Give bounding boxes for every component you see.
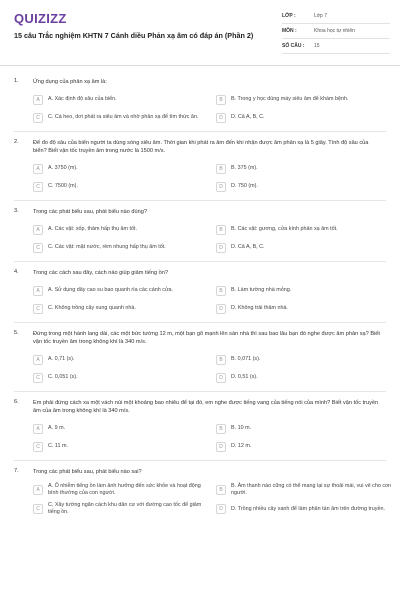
question-text: Ứng dụng của phản xạ âm là:	[33, 79, 107, 85]
answer-option[interactable]	[216, 353, 395, 366]
option-text: D. 0,51 (s).	[231, 374, 258, 380]
question-text: Em phải đứng cách xa một vách núi một khoảng bao nhiêu để tại đó, em nghe được tiếng vang của tiếng nói của mình? Biết vận tốc truyền âm của âm trong không khí là 340 m/s.	[33, 400, 379, 414]
meta-key: LỚP :	[282, 13, 296, 19]
question-number: 3.	[14, 208, 19, 214]
option-letter-box: A	[33, 164, 43, 174]
option-letter-box: C	[33, 304, 43, 314]
document-title: 15 câu Trắc nghiệm KHTN 7 Cánh diều Phản xạ âm có đáp án (Phần 2)	[14, 31, 254, 40]
question-item	[14, 330, 386, 384]
option-letter-box: B	[216, 164, 226, 174]
option-text: B. Làm tường nhà mỏng.	[231, 287, 292, 293]
option-text: A. 9 m.	[48, 425, 66, 431]
option-text: B. 0,071 (s).	[231, 356, 261, 362]
option-text: C. 7500 (m).	[48, 183, 78, 189]
option-letter-box: D	[216, 113, 226, 123]
option-letter-box: C	[33, 243, 43, 253]
option-letter-box: C	[33, 442, 43, 452]
question-text: Để đo độ sâu của biển người ta dùng sóng siêu âm. Thời gian khi phát ra âm đến khi nhận được âm phản xạ là 5 giây. Tính độ sâu của biển? Biết vận tốc truyền âm trong nước là 1500 m/s.	[33, 140, 369, 154]
option-letter-box: B	[216, 424, 226, 434]
answer-option[interactable]	[33, 162, 212, 175]
answer-option[interactable]	[33, 422, 212, 435]
option-letter-box: B	[216, 286, 226, 296]
answer-option[interactable]	[33, 284, 212, 297]
answer-option[interactable]	[33, 353, 212, 366]
answer-option[interactable]	[216, 440, 395, 453]
option-letter-box: B	[216, 485, 226, 495]
option-letter-box: C	[33, 373, 43, 383]
option-text: B. 10 m.	[231, 425, 252, 431]
question-item	[14, 78, 386, 124]
question-number: 1.	[14, 78, 19, 84]
answer-option[interactable]	[33, 223, 212, 236]
answer-options	[33, 353, 386, 384]
option-text: C. 11 m.	[48, 443, 68, 449]
option-letter-box: D	[216, 504, 226, 514]
option-letter-box: A	[33, 485, 43, 495]
answer-option[interactable]	[216, 223, 395, 236]
answer-option[interactable]	[33, 502, 212, 516]
answer-option[interactable]	[33, 483, 212, 497]
option-letter-box: D	[216, 304, 226, 314]
answer-option[interactable]	[216, 502, 395, 516]
question-divider	[14, 391, 386, 392]
option-letter-box: C	[33, 182, 43, 192]
meta-value: Khoa học tự nhiên	[314, 28, 355, 34]
question-number: 6.	[14, 399, 19, 405]
option-text: A. 3750 (m).	[48, 165, 78, 171]
option-letter-box: B	[216, 225, 226, 235]
answer-option[interactable]	[33, 302, 212, 315]
answer-options	[33, 162, 386, 193]
option-letter-box: C	[33, 113, 43, 123]
option-text: D. 12 m.	[231, 443, 252, 449]
answer-options	[33, 93, 386, 124]
option-text: D. Không trải thảm nhà.	[231, 305, 288, 311]
option-letter-box: D	[216, 373, 226, 383]
question-item	[14, 269, 386, 315]
answer-option[interactable]	[216, 284, 395, 297]
question-item	[14, 139, 386, 193]
meta-row-count	[282, 39, 390, 54]
document-header	[0, 0, 400, 66]
option-text: A. 0,71 (s).	[48, 356, 75, 362]
option-text: D. Trồng nhiều cây xanh để làm phân tán âm trên đường truyền.	[231, 505, 385, 512]
question-number: 7.	[14, 468, 19, 474]
answer-option[interactable]	[33, 241, 212, 254]
option-letter-box: A	[33, 355, 43, 365]
question-text: Trong các cách sau đây, cách nào giúp giảm tiếng ồn?	[33, 270, 168, 276]
answer-option[interactable]	[216, 371, 395, 384]
option-letter-box: A	[33, 95, 43, 105]
answer-option[interactable]	[216, 302, 395, 315]
question-number: 2.	[14, 139, 19, 145]
option-letter-box: B	[216, 355, 226, 365]
answer-options	[33, 422, 386, 453]
meta-value: 15	[314, 43, 320, 49]
option-letter-box: D	[216, 442, 226, 452]
option-text: A. Xác định độ sâu của biển.	[48, 96, 117, 102]
question-divider	[14, 131, 386, 132]
answer-option[interactable]	[33, 93, 212, 106]
meta-row-subject	[282, 24, 390, 39]
answer-option[interactable]	[216, 241, 395, 254]
option-text: D. Cả A, B, C.	[231, 244, 265, 250]
option-letter-box: A	[33, 424, 43, 434]
option-letter-box: B	[216, 95, 226, 105]
answer-option[interactable]	[33, 440, 212, 453]
question-text: Trong các phát biểu sau, phát biểu nào đúng?	[33, 209, 147, 215]
option-letter-box: D	[216, 182, 226, 192]
option-text: B. Trong y học dùng máy siêu âm để khám bệnh.	[231, 96, 349, 102]
question-text: Trong các phát biểu sau, phát biểu nào sai?	[33, 469, 142, 475]
answer-options	[33, 483, 392, 516]
question-divider	[14, 200, 386, 201]
answer-option[interactable]	[216, 180, 395, 193]
meta-value: Lớp 7	[314, 13, 328, 19]
option-text: A. Ô nhiễm tiếng ồn làm ảnh hưởng đến sức khỏe và hoạt động bình thường của con người.	[48, 483, 201, 496]
option-text: B. Các vật: gương, cửa kính phản xạ âm tốt.	[231, 226, 338, 232]
question-text: Đứng trong một hành lang dài, các một bức tường 12 m, một bạn gõ mạnh lên sàn nhà thì sau bao lâu bạn đó nghe được âm phản xạ? Biết vận tốc truyền âm trong không khí là 340 m/s.	[33, 331, 380, 345]
answer-option[interactable]	[216, 422, 395, 435]
meta-key: SỐ CÂU :	[282, 43, 305, 49]
option-letter-box: A	[33, 286, 43, 296]
answer-options	[33, 284, 386, 315]
question-divider	[14, 460, 386, 461]
question-item	[14, 208, 386, 254]
answer-option[interactable]	[33, 111, 212, 124]
meta-table	[282, 9, 390, 54]
question-divider	[14, 261, 386, 262]
option-text: C. Xây tường ngăn cách khu dân cư với đường cao tốc để giảm tiếng ồn.	[48, 502, 202, 515]
quizizz-logo: QUIZIZZ	[14, 11, 67, 26]
question-list	[0, 78, 400, 516]
option-letter-box: D	[216, 243, 226, 253]
option-text: C. Không trồng cây xung quanh nhà.	[48, 305, 136, 311]
option-text: C. 0,051 (s).	[48, 374, 78, 380]
option-text: A. Sử dụng dây cao su bao quanh rìa các cánh cửa.	[48, 287, 173, 293]
question-number: 4.	[14, 269, 19, 275]
option-letter-box: A	[33, 225, 43, 235]
option-text: C. Cá heo, dơi phát ra siêu âm và nhờ phản xạ để tìm thức ăn.	[48, 114, 199, 120]
answer-option[interactable]	[216, 162, 395, 175]
option-letter-box: C	[33, 504, 43, 514]
answer-option[interactable]	[216, 93, 395, 106]
question-item	[14, 468, 392, 516]
option-text: B. Âm thanh nào cũng có thể mang lại sự thoải mái, vui vẻ cho con người.	[231, 483, 392, 496]
option-text: D. 750 (m).	[231, 183, 258, 189]
meta-row-class	[282, 9, 390, 24]
option-text: D. Cả A, B, C.	[231, 114, 265, 120]
answer-option[interactable]	[33, 180, 212, 193]
answer-option[interactable]	[216, 111, 395, 124]
question-divider	[14, 322, 386, 323]
answer-option[interactable]	[33, 371, 212, 384]
question-number: 5.	[14, 330, 19, 336]
option-text: B. 375 (m).	[231, 165, 258, 171]
question-item	[14, 399, 386, 453]
answer-option[interactable]	[216, 483, 395, 497]
answer-options	[33, 223, 386, 254]
option-text: C. Các vật: mặt nước, rèm nhung hấp thụ âm tốt.	[48, 244, 166, 250]
meta-key: MÔN :	[282, 28, 297, 34]
option-text: A. Các vật: xốp, thảm hấp thụ âm tốt.	[48, 226, 137, 232]
